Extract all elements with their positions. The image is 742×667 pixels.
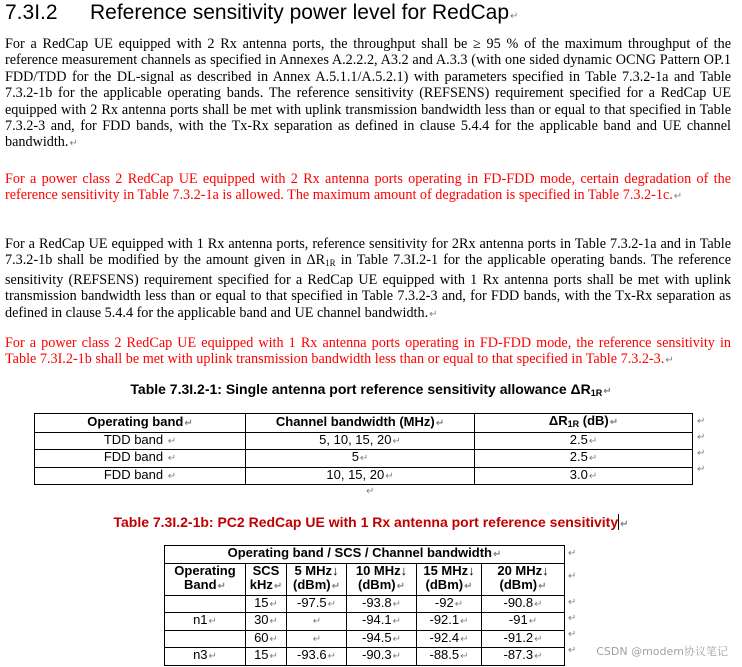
cell-delta: 3.0↵ (475, 467, 693, 485)
cell-band: TDD band ↵ (35, 432, 246, 450)
cell-15mhz: -92↵ (417, 595, 482, 613)
cell-15mhz: -92.1↵ (417, 613, 482, 631)
cell-20mhz: -91.2↵ (482, 630, 565, 648)
table-header-row (165, 563, 565, 595)
text-cursor (618, 514, 619, 530)
table-row (35, 450, 693, 468)
header-scs: SCS kHz↵ (246, 563, 287, 595)
paragraph-1rx-modification: For a RedCap UE equipped with 1 Rx antenna ports, reference sensitivity for 2Rx antenna ports in Table 7.3.2-1a and in Table 7.3.2-1b shall be modified by the amount given in $\Delta R_{1R}$ in Table 7.3I.2-1 for the applicable operating bands. The reference sensitivity (REFSENS) requirement specified for a RedCap UE equipped with 1 Rx antenna ports shall be met with uplink transmission bandwidth less than or equal to that specified in Table 7.3.2-3 and, for FDD bands, with the Tx-Rx separation as defined in clause 5.4.4 for the applicable band and UE channel bandwidth.↵ (5, 236, 731, 321)
cell-band: n1↵ (165, 613, 246, 631)
row-end-mark-icon: ↵ (697, 448, 706, 459)
cell-delta: 2.5↵ (475, 450, 693, 468)
cell-10mhz: -94.5↵ (347, 630, 417, 648)
table-row (165, 648, 565, 666)
paragraph-mark-icon: ↵ (510, 11, 519, 22)
cell-20mhz: -87.3↵ (482, 648, 565, 666)
header-operating-band: Operating band↵ (35, 414, 246, 433)
header-15mhz: 15 MHz↓ (dBm)↵ (417, 563, 482, 595)
row-end-mark-icon: ↵ (568, 645, 577, 656)
cell-5mhz: -93.6↵ (287, 648, 347, 666)
cell-band: FDD band ↵ (35, 450, 246, 468)
row-end-mark-icon: ↵ (568, 613, 577, 624)
paragraph-pc2-1rx-fdd: For a power class 2 RedCap UE equipped with 1 Rx antenna ports operating in FD-FDD mode, the reference sensitivity in Table 7.3I.2-1b shall be met with uplink transmission bandwidth less than or equal to that specified in Table 7.3.2-3.↵ (5, 335, 731, 368)
cell-bandwidth: 10, 15, 20↵ (246, 467, 475, 485)
cell-5mhz: ↵ (287, 613, 347, 631)
cell-20mhz: -91↵ (482, 613, 565, 631)
row-end-mark-icon: ↵ (568, 571, 577, 582)
row-end-mark-icon: ↵ (697, 432, 706, 443)
table-caption-1: Table 7.3I.2-1: Single antenna port reference sensitivity allowance $\Delta R_{1R}↵$ (130, 381, 612, 398)
cell-20mhz: -90.8↵ (482, 595, 565, 613)
section-heading (5, 0, 518, 30)
table-row (35, 467, 693, 485)
header-title: Operating band / SCS / Channel bandwidth↵ (165, 546, 565, 564)
cell-scs: 15↵ (246, 648, 287, 666)
csdn-watermark: CSDN @modem协议笔记 (596, 645, 728, 658)
cell-scs: 30↵ (246, 613, 287, 631)
paragraph-pc2-fdd-degradation: For a power class 2 RedCap UE equipped with 2 Rx antenna ports operating in FD-FDD mode, certain degradation of the reference sensitivity in Table 7.3.2-1a is allowed. The maximum amount of degradation is specified in Table 7.3.2-1c.↵ (5, 171, 731, 204)
cell-bandwidth: 5↵ (246, 450, 475, 468)
row-end-mark-icon: ↵ (568, 548, 577, 559)
cell-delta: 2.5↵ (475, 432, 693, 450)
header-delta-r: $\Delta R_{1R}$ (dB)↵ (475, 414, 693, 433)
cell-10mhz: -94.1↵ (347, 613, 417, 631)
table-caption-2: Table 7.3I.2-1b: PC2 RedCap UE with 1 Rx antenna port reference sensitivity ↵ (113, 514, 629, 530)
cell-band-spacer (165, 630, 246, 648)
row-end-mark-icon: ↵ (568, 597, 577, 608)
table-row (165, 595, 565, 613)
table-row (165, 613, 565, 631)
cell-band-spacer (165, 595, 246, 613)
cell-bandwidth: 5, 10, 15, 20↵ (246, 432, 475, 450)
table-row (35, 432, 693, 450)
delta-r-subscript: 1R (325, 258, 336, 269)
cell-5mhz: -97.5↵ (287, 595, 347, 613)
section-title: Reference sensitivity power level for RedCap (90, 1, 510, 24)
row-end-mark-icon: ↵ (697, 464, 706, 475)
section-number: 7.3I.2 (5, 1, 58, 24)
table-pc2-redcap-1rx-refsens (164, 545, 565, 666)
cell-band: FDD band ↵ (35, 467, 246, 485)
header-20mhz: 20 MHz↓ (dBm)↵ (482, 563, 565, 595)
table-single-antenna-allowance (34, 413, 693, 485)
paragraph-mark-icon: ↵ (603, 386, 612, 397)
table-row (165, 630, 565, 648)
row-end-mark-icon: ↵ (697, 416, 706, 427)
header-5mhz: 5 MHz↓ (dBm)↵ (287, 563, 347, 595)
paragraph-mark-icon: ↵ (673, 191, 683, 203)
paragraph-mark-icon: ↵ (620, 519, 629, 530)
cell-15mhz: -88.5↵ (417, 648, 482, 666)
table-header-row (35, 414, 693, 433)
paragraph-mark-icon: ↵ (366, 486, 375, 497)
cell-band: n3↵ (165, 648, 246, 666)
cell-10mhz: -90.3↵ (347, 648, 417, 666)
cell-scs: 15↵ (246, 595, 287, 613)
header-operating-band: Operating Band↵ (165, 563, 246, 595)
cell-5mhz: ↵ (287, 630, 347, 648)
header-10mhz: 10 MHz↓ (dBm)↵ (347, 563, 417, 595)
header-channel-bandwidth: Channel bandwidth (MHz)↵ (246, 414, 475, 433)
paragraph-mark-icon: ↵ (665, 355, 674, 367)
table-title-row (165, 546, 565, 564)
cell-15mhz: -92.4↵ (417, 630, 482, 648)
cell-scs: 60↵ (246, 630, 287, 648)
paragraph-mark-icon: ↵ (69, 138, 78, 150)
row-end-mark-icon: ↵ (568, 629, 577, 640)
paragraph-throughput-requirement: For a RedCap UE equipped with 2 Rx antenna ports, the throughput shall be ≥ 95 % of the maximum throughput of the reference measurement channels as specified in Annexes A.2.2.2, A3.2 and A.3.3 (with one sided dynamic OCNG Pattern OP.1 FDD/TDD for the DL-signal as described in Annex A.5.1.1/A.5.2.1) with parameters specified in Table 7.3.2-1a and Table 7.3.2-1b for the applicable operating bands. The reference sensitivity (REFSENS) requirement specified for a RedCap UE equipped with 2 Rx antenna ports shall be met with uplink transmission bandwidth less than or equal to that specified in Table 7.3.2-3 and, for FDD bands, with the Tx-Rx separation as defined in clause 5.4.4 for the applicable band and UE channel bandwidth.↵ (5, 36, 731, 151)
paragraph-mark-icon: ↵ (429, 308, 438, 320)
cell-10mhz: -93.8↵ (347, 595, 417, 613)
